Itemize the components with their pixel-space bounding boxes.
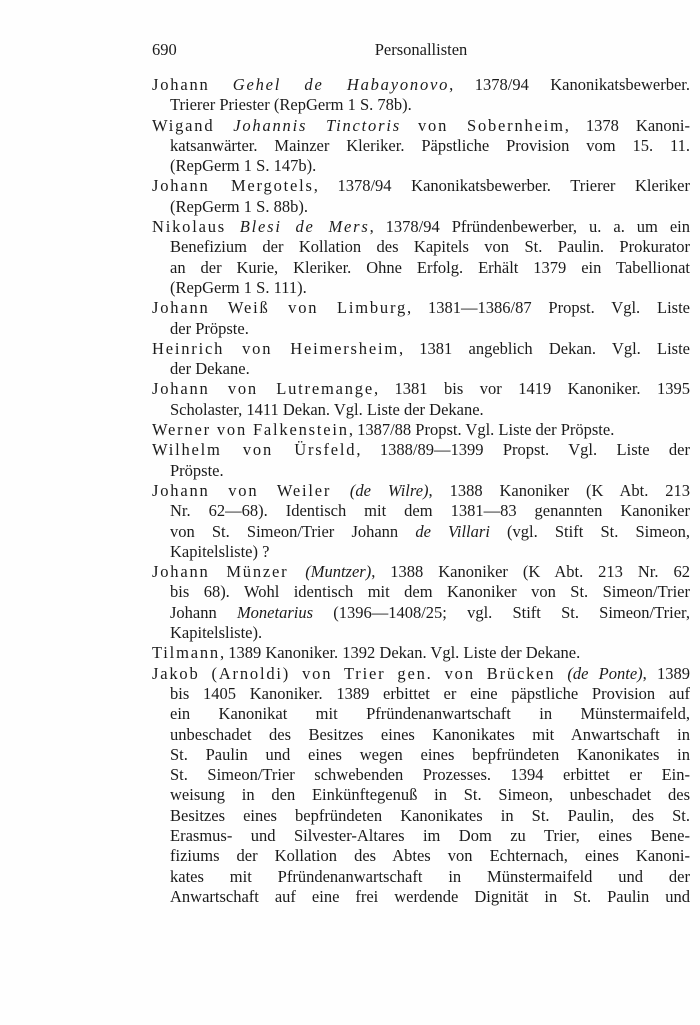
body-text: (RepGerm 1 S. 111). <box>170 277 307 297</box>
entry <box>152 339 690 380</box>
body-text: , 1387/88 Propst. Vgl. Liste der Pröpste. <box>348 420 615 440</box>
person-name: Wilhelm von Ürsfeld <box>152 440 357 460</box>
text-line <box>152 846 690 866</box>
entry <box>152 176 690 217</box>
running-title: Personallisten <box>374 40 468 59</box>
body-text: , 1381 bis vor 1419 Kanoniker. 1395 <box>373 379 690 399</box>
body-text: Besitzes eines bepfründeten Kanonikates in St. Paulin, des St. <box>170 805 690 825</box>
person-name: Heinrich von Heimersheim <box>152 338 399 358</box>
text-line <box>152 826 690 846</box>
body-text: (RepGerm 1 S. 88b). <box>170 196 308 216</box>
entry <box>152 75 690 116</box>
text-line <box>152 603 690 623</box>
text-line <box>152 643 690 663</box>
text-line <box>152 339 690 359</box>
body-text: Anwartschaft auf eine frei werdende Dignität in St. Paulin und <box>170 886 690 906</box>
person-name: Johann Weiß von Limburg <box>152 298 408 318</box>
person-name: Wigand <box>152 115 234 135</box>
text-line <box>152 359 690 379</box>
entry <box>152 643 690 663</box>
latin-byname: (de Wilre) <box>349 480 429 500</box>
text-line <box>152 725 690 745</box>
latin-byname: de Villari <box>415 521 490 541</box>
body-text: katsanwärter. Mainzer Kleriker. Päpstliche Provision vom 15. 11. <box>170 135 690 155</box>
body-text: , 1378/94 Kanonikatsbewerber. <box>449 75 690 94</box>
body-text: an der Kurie, Kleriker. Ohne Erfolg. Erhält 1379 ein Tabellionat <box>170 257 690 277</box>
person-name: Johann von Weiler <box>152 480 350 500</box>
body-text: Benefizium der Kollation des Kapitels von St. Paulin. Prokurator <box>170 237 690 257</box>
text-line <box>152 481 690 501</box>
text-line <box>152 745 690 765</box>
body-text: Scholaster, 1411 Dekan. Vgl. Liste der Dekane. <box>170 399 484 419</box>
person-name: Tilmann <box>152 643 220 663</box>
text-line <box>152 95 690 115</box>
body-text: (RepGerm 1 S. 147b). <box>170 156 317 176</box>
body-text: St. Simeon/Trier schwebenden Prozesses. 1394 erbittet er Ein- <box>170 765 690 785</box>
body-text: Erasmus- und Silvester-Altares im Dom zu Trier, eines Bene- <box>170 825 690 845</box>
body-text: , 1388 Kanoniker (K Abt. 213 <box>428 480 690 500</box>
body-text: St. Paulin und eines wegen eines bepfründeten Kanonikates in <box>170 744 690 764</box>
person-name: Johann von Lutremange <box>152 379 374 399</box>
person-name: Werner von Falkenstein <box>152 420 349 440</box>
entry <box>152 420 690 440</box>
body-text: Kapitelsliste). <box>170 623 263 643</box>
body-text: bis 1405 Kanoniker. 1389 erbittet er eine päpstliche Provision auf <box>170 683 690 703</box>
text-line <box>152 319 690 339</box>
text-line <box>152 420 690 440</box>
person-name: Jakob (Arnoldi) von Trier gen. von Brücken <box>152 663 568 683</box>
text-line <box>152 887 690 907</box>
text-line <box>152 582 690 602</box>
entry <box>152 562 690 643</box>
person-name-latin: Blesi de Mers <box>239 217 370 237</box>
person-name: Johann Münzer <box>152 562 306 582</box>
latin-byname: (Muntzer) <box>305 562 372 582</box>
person-name: Johann Mergotels <box>152 176 314 196</box>
text-line <box>152 298 690 318</box>
text-line <box>152 116 690 136</box>
person-name: Johann <box>152 75 233 94</box>
body-text: kates mit Pfründenanwartschaft in Münstermaifeld und der <box>170 866 690 886</box>
text-line <box>152 664 690 684</box>
body-text: , 1378/94 Pfründenbewerber, u. a. um ein <box>369 217 690 237</box>
body-text: Nr. 62—68). Identisch mit dem 1381—83 genannten Kanoniker <box>170 501 690 521</box>
person-name-latin: Johannis Tinctoris <box>233 115 401 135</box>
body-text: Kapitelsliste) ? <box>170 541 270 561</box>
body-text: Pröpste. <box>170 460 224 480</box>
person-name: Nikolaus <box>152 217 240 237</box>
page-number: 690 <box>152 40 177 59</box>
entry <box>152 298 690 339</box>
body-text: der Dekane. <box>170 359 250 379</box>
body-text: (1396—1408/25; vgl. Stift St. Simeon/Trier, <box>313 602 690 622</box>
body-text: , 1378/94 Kanonikatsbewerber. Trierer Kleriker <box>313 176 690 196</box>
entries-text <box>152 75 690 907</box>
text-line <box>152 197 690 217</box>
entry <box>152 217 690 298</box>
body-text: von St. Simeon/Trier Johann <box>170 521 416 541</box>
text-line <box>152 400 690 420</box>
body-text: , 1388/89—1399 Propst. Vgl. Liste der <box>356 440 690 460</box>
text-line <box>152 156 690 176</box>
text-line <box>152 379 690 399</box>
entry <box>152 440 690 481</box>
body-text <box>401 116 418 135</box>
body-text: , 1378 Kanoni- <box>564 115 690 135</box>
running-header <box>152 40 690 60</box>
body-text: Johann <box>170 602 237 622</box>
latin-byname: Monetarius <box>236 602 314 622</box>
entry <box>152 116 690 177</box>
text-line <box>152 136 690 156</box>
text-line <box>152 704 690 724</box>
body-text: bis 68). Wohl identisch mit dem Kanoniker von St. Simeon/Trier <box>170 582 690 602</box>
entry <box>152 481 690 562</box>
body-text: Trierer Priester (RepGerm 1 S. 78b). <box>170 95 412 115</box>
text-line <box>152 237 690 257</box>
text-line <box>152 522 690 542</box>
text-line <box>152 501 690 521</box>
text-line <box>152 623 690 643</box>
text-line <box>152 765 690 785</box>
body-text: fiziums der Kollation des Abtes von Echternach, eines Kanoni- <box>170 846 690 866</box>
text-line <box>152 217 690 237</box>
body-text: , 1388 Kanoniker (K Abt. 213 Nr. 62 <box>371 562 690 582</box>
text-line <box>152 562 690 582</box>
text-line <box>152 258 690 278</box>
body-text: der Pröpste. <box>170 318 249 338</box>
entry <box>152 379 690 420</box>
latin-byname: (de Ponte) <box>567 663 643 683</box>
body-text: , 1389 Kanoniker. 1392 Dekan. Vgl. Liste der Dekane. <box>219 643 581 663</box>
text-line <box>152 542 690 562</box>
entry <box>152 664 690 908</box>
body-text: weisung in den Einkünftegenuß in St. Simeon, unbeschadet des <box>170 785 690 805</box>
text-line <box>152 806 690 826</box>
person-name-latin: Gehel de Habayonovo <box>232 75 450 94</box>
body-text: , 1389 <box>642 663 690 683</box>
body-text: , 1381 angeblich Dekan. Vgl. Liste <box>398 338 690 358</box>
body-text: unbeschadet des Besitzes eines Kanonikates mit Anwartschaft in <box>170 724 690 744</box>
text-line <box>152 278 690 298</box>
person-name: von Sobernheim <box>417 115 565 135</box>
text-line <box>152 176 690 196</box>
text-line <box>152 440 690 460</box>
text-line <box>152 867 690 887</box>
text-line <box>152 461 690 481</box>
body-text: , 1381—1386/87 Propst. Vgl. Liste <box>407 298 690 318</box>
body-text: (vgl. Stift St. Simeon, <box>489 521 690 541</box>
text-line <box>152 785 690 805</box>
body-text: ein Kanonikat mit Pfründenanwartschaft in Münstermaifeld, <box>170 704 690 724</box>
text-line <box>152 75 690 95</box>
text-line <box>152 684 690 704</box>
